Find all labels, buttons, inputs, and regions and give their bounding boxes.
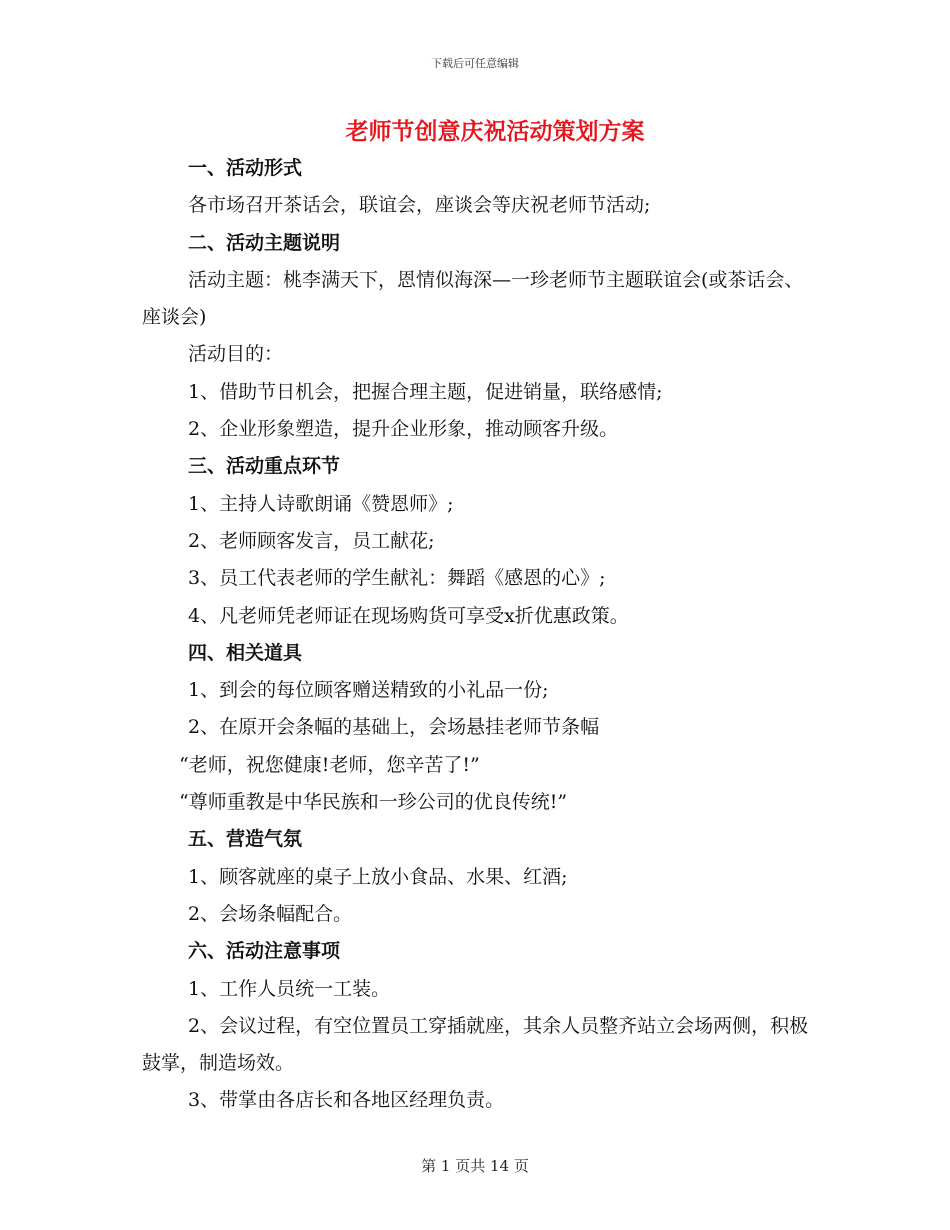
list-item: 2、老师顾客发言，员工献花; [188, 529, 435, 552]
list-item: 1、工作人员统一工装。 [188, 977, 391, 1000]
list-item: 2、在原开会条幅的基础上，会场悬挂老师节条幅 [188, 716, 600, 739]
list-item: 2、企业形象塑造，提升企业形象，推动顾客升级。 [188, 418, 619, 441]
header-note: 下载后可任意编辑 [431, 57, 519, 70]
list-item: 3、带掌由各店长和各地区经理负责。 [188, 1089, 505, 1112]
list-item: 1、主持人诗歌朗诵《赞恩师》; [188, 492, 454, 515]
list-item: 1、借助节日机会，把握合理主题，促进销量，联络感情; [188, 380, 663, 403]
page-number: 第 1 页共 14 页 [421, 1157, 529, 1175]
banner-quote: “老师，祝您健康!老师，您辛苦了!” [179, 753, 480, 776]
section-heading-notices: 六、活动注意事项 [188, 940, 341, 963]
section-heading-theme: 二、活动主题说明 [188, 231, 341, 254]
paragraph-form: 各市场召开茶话会，联谊会，座谈会等庆祝老师节活动; [188, 194, 651, 217]
section-heading-atmosphere: 五、营造气氛 [188, 828, 303, 851]
list-item: 3、员工代表老师的学生献礼：舞蹈《感恩的心》; [188, 567, 606, 590]
section-heading-form: 一、活动形式 [188, 157, 303, 179]
section-heading-props: 四、相关道具 [188, 641, 303, 664]
paragraph-theme: 活动主题：桃李满天下，恩情似海深—一珍老师节主题联谊会(或茶话会、座谈会) [142, 268, 804, 329]
document-title: 老师节创意庆祝活动策划方案 [345, 118, 645, 145]
banner-quote: “尊师重教是中华民族和一珍公司的优良传统!” [179, 791, 568, 814]
list-item: 1、顾客就座的桌子上放小食品、水果、红酒; [188, 865, 568, 888]
document-body [142, 150, 814, 1120]
purpose-label: 活动目的： [188, 343, 284, 366]
list-item: 4、凡老师凭老师证在现场购货可享受x折优惠政策。 [188, 604, 629, 627]
list-item: 2、会场条幅配合。 [188, 902, 353, 925]
list-item: 1、到会的每位顾客赠送精致的小礼品一份; [188, 679, 549, 702]
section-heading-key-segments: 三、活动重点环节 [188, 455, 341, 478]
list-item: 2、会议过程，有空位置员工穿插就座，其余人员整齐站立会场两侧，积极鼓掌，制造场效。 [142, 1014, 809, 1075]
